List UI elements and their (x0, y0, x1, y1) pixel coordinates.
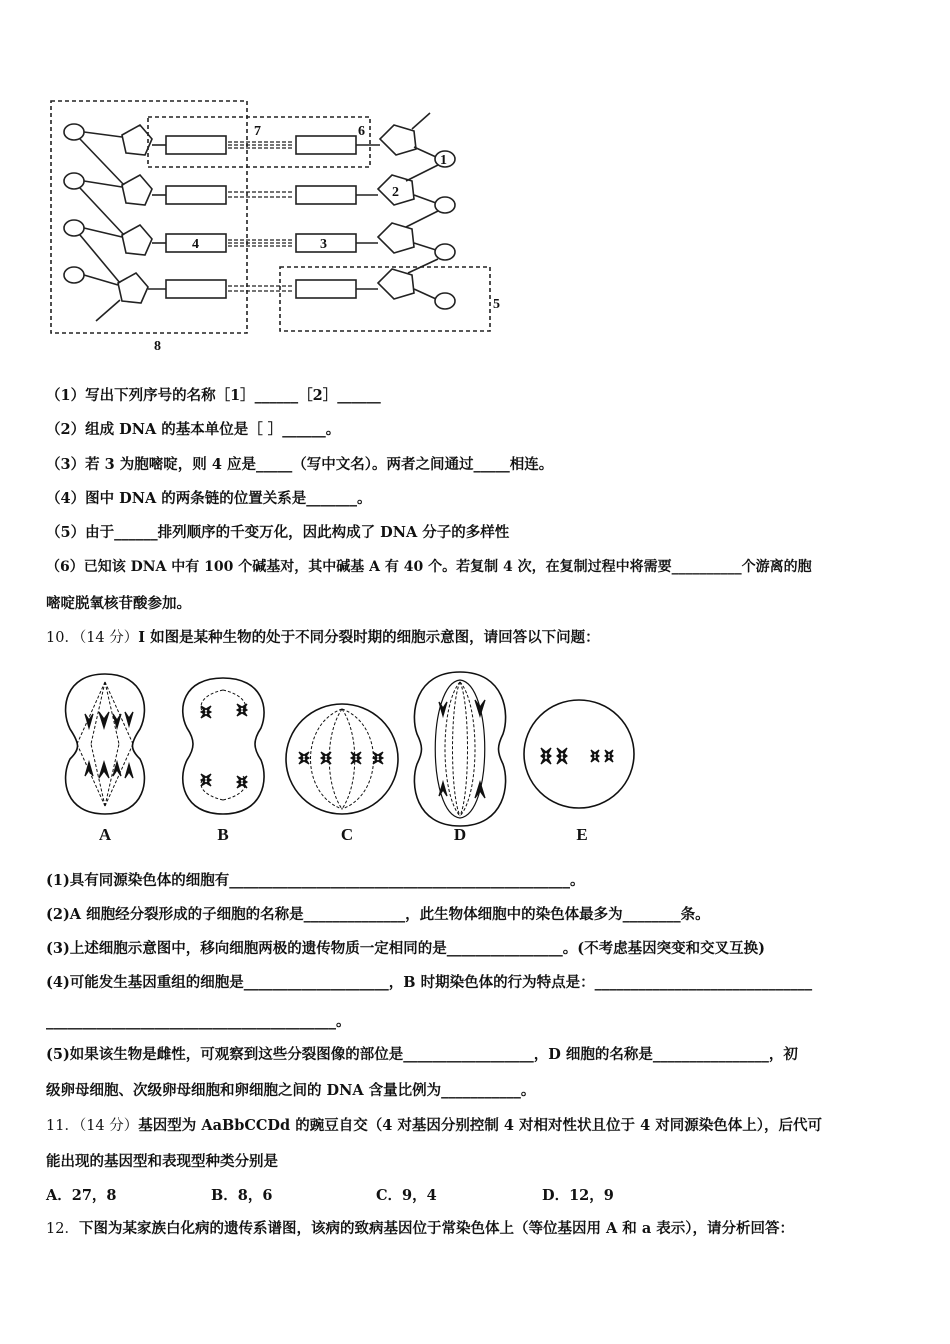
q9-part4: （4）图中 DNA 的两条链的位置关系是_______。 (46, 490, 372, 507)
base-6 (296, 136, 356, 154)
deoxyribose-pentagon (122, 225, 152, 255)
deoxyribose-pentagon (378, 223, 414, 253)
cell-label-a: A (98, 825, 112, 844)
option-a[interactable]: A．27，8 (46, 1187, 117, 1204)
q9-part5: （5）由于______排列顺序的千变万化，因此构成了 DNA 分子的多样性 (46, 524, 510, 541)
cell-label-c: C (340, 825, 354, 844)
cell-b-membrane (183, 678, 264, 814)
phosphate-circle (64, 220, 84, 236)
option-b[interactable]: B．8，6 (211, 1187, 273, 1204)
q12-stem (46, 1219, 794, 1239)
phosphate-circle (64, 173, 84, 189)
q10-sub5-line2: 级卵母细胞、次级卵母细胞和卵细胞之间的 DNA 含量比例为___________。 (46, 1082, 536, 1099)
q11-stem-line1 (46, 1116, 822, 1136)
phosphate-circle (64, 267, 84, 283)
label-2: 2 (392, 185, 399, 200)
cell-label-b: B (217, 825, 229, 844)
q9-part3: （3）若 3 为胞嘧啶，则 4 应是_____（写中文名）。两者之间通过_____相连。 (46, 456, 554, 473)
label-8: 8 (154, 339, 161, 354)
phosphate-circle (435, 293, 455, 309)
label-6: 6 (358, 124, 365, 139)
q9-part2: （2）组成 DNA 的基本单位是［ ］______。 (46, 421, 341, 438)
cell-division-figure (55, 664, 645, 846)
dna-structure-figure (40, 95, 520, 360)
q10-sub3: (3)上述细胞示意图中，移向细胞两极的遗传物质一定相同的是________________。(不考虑基因突变和交叉互换) (46, 940, 766, 957)
q10-sub4-line2: ________________________________________。 (46, 1013, 351, 1030)
phosphate-circle (435, 197, 455, 213)
q10-text: I 如图是某种生物的处于不同分裂时期的细胞示意图，请回答以下问题： (138, 629, 600, 646)
option-d[interactable]: D．12，9 (542, 1187, 614, 1204)
q10-sub4-line1: (4)可能发生基因重组的细胞是____________________，B 时期染色体的行为特点是：______________________________ (46, 974, 813, 991)
label-4: 4 (192, 237, 199, 252)
q11-score: （14 分） (78, 1118, 139, 1134)
option-c[interactable]: C．9，4 (376, 1187, 437, 1204)
label-7: 7 (254, 124, 261, 139)
deoxyribose-pentagon (380, 125, 416, 155)
label-1: 1 (440, 153, 447, 168)
cell-e-membrane (524, 700, 634, 808)
deoxyribose-pentagon (118, 273, 148, 303)
q10-score: （14 分） (78, 630, 139, 646)
q9-part6-line2: 嘧啶脱氧核苷酸参加。 (46, 595, 191, 612)
cell-d-membrane (414, 672, 505, 826)
q12-number: 12． (46, 1221, 79, 1237)
q10-number: 10． (46, 630, 79, 646)
phosphate-circle (64, 124, 84, 140)
label-5: 5 (493, 297, 500, 312)
q10-stem (46, 628, 600, 648)
q12-text: 下图为某家族白化病的遗传系谱图，该病的致病基因位于常染色体上（等位基因用 A 和 a 表示），请分析回答： (78, 1220, 795, 1237)
q11-stem-line2: 能出现的基因型和表现型种类分别是 (46, 1153, 278, 1170)
q9-part6-line1: （6）已知该 DNA 中有 100 个碱基对，其中碱基 A 有 40 个。若复制 4 次，在复制过程中将需要__________个游离的胞 (46, 559, 812, 575)
phosphate-circle (435, 244, 455, 260)
deoxyribose-pentagon (122, 175, 152, 205)
q10-sub1: (1)具有同源染色体的细胞有_______________________________________________。 (46, 872, 585, 889)
q10-sub5-line1: (5)如果该生物是雌性，可观察到这些分裂图像的部位是__________________，D 细胞的名称是________________，初 (46, 1046, 798, 1063)
q10-sub2: (2)A 细胞经分裂形成的子细胞的名称是______________，此生物体细胞中的染色体最多为________条。 (46, 906, 710, 923)
q9-part1: （1）写出下列序号的名称［1］______［2］______ (46, 387, 381, 404)
cell-label-d: D (453, 825, 467, 844)
cell-label-e: E (576, 825, 588, 844)
q11-text: 基因型为 AaBbCCDd 的豌豆自交（4 对基因分别控制 4 对相对性状且位于 4 对同源染色体上），后代可 (138, 1117, 822, 1134)
label-3: 3 (320, 237, 327, 252)
q11-number: 11． (46, 1118, 79, 1134)
